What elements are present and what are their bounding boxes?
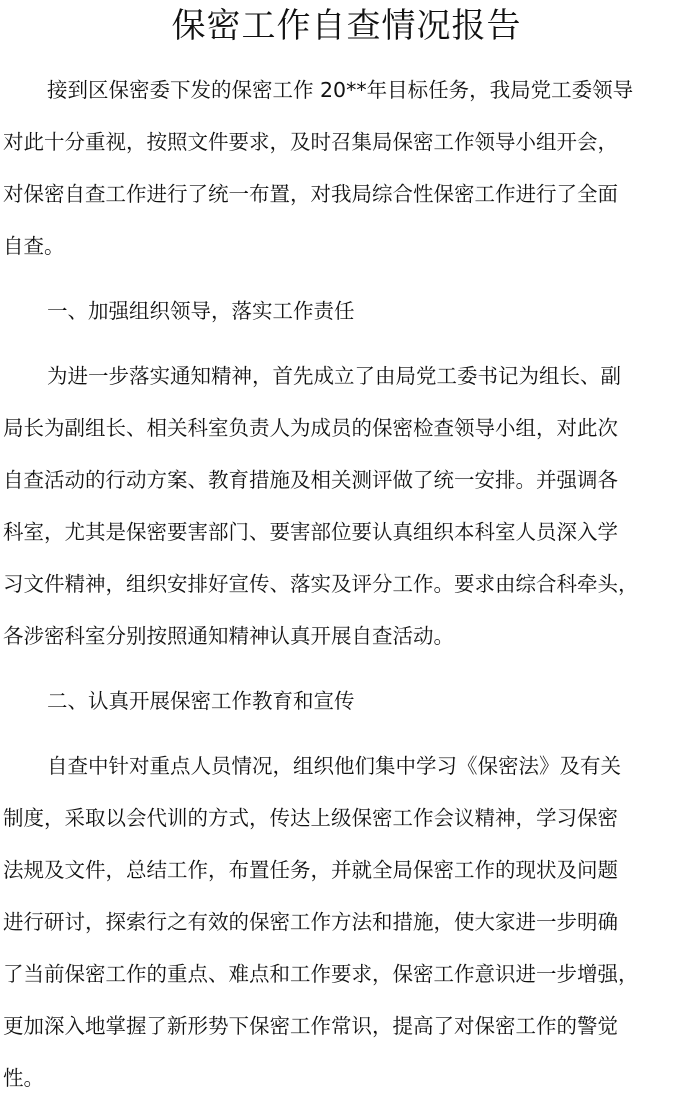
paragraph-1-line-1: 接到区保密委下发的保密工作 20**年目标任务，我局党工委领导 xyxy=(47,78,634,102)
paragraph-2-line-4: 科室，尤其是保密要害部门、要害部位要认真组织本科室人员深入学 xyxy=(3,520,618,544)
paragraph-3-line-5: 了当前保密工作的重点、难点和工作要求，保密工作意识进一步增强， xyxy=(3,962,639,986)
paragraph-2-line-5: 习文件精神，组织安排好宣传、落实及评分工作。要求由综合科牵头， xyxy=(3,572,639,596)
paragraph-3-line-4: 进行研讨，探索行之有效的保密工作方法和措施，使大家进一步明确 xyxy=(3,910,618,934)
paragraph-3-line-1: 自查中针对重点人员情况，组织他们集中学习《保密法》及有关 xyxy=(47,754,621,778)
paragraph-2-line-3: 自查活动的行动方案、教育措施及相关测评做了统一安排。并强调各 xyxy=(3,468,618,492)
paragraph-1-line-4: 自查。 xyxy=(3,234,65,258)
paragraph-3-line-2: 制度，采取以会代训的方式，传达上级保密工作会议精神，学习保密 xyxy=(3,806,618,830)
paragraph-2-line-6: 各涉密科室分别按照通知精神认真开展自查活动。 xyxy=(3,624,454,648)
document-title: 保密工作自查情况报告 xyxy=(171,6,522,46)
paragraph-3-line-7: 性。 xyxy=(3,1066,44,1090)
section-heading-2: 二、认真开展保密工作教育和宣传 xyxy=(47,689,355,713)
paragraph-3-line-3: 法规及文件，总结工作，布置任务，并就全局保密工作的现状及问题 xyxy=(3,858,618,882)
paragraph-2-line-1: 为进一步落实通知精神，首先成立了由局党工委书记为组长、副 xyxy=(47,364,621,388)
paragraph-1-line-3: 对保密自查工作进行了统一布置，对我局综合性保密工作进行了全面 xyxy=(3,182,618,206)
paragraph-2-line-2: 局长为副组长、相关科室负责人为成员的保密检查领导小组，对此次 xyxy=(3,416,618,440)
section-heading-1: 一、加强组织领导，落实工作责任 xyxy=(47,299,355,323)
paragraph-1-line-2: 对此十分重视，按照文件要求，及时召集局保密工作领导小组开会， xyxy=(3,130,618,154)
paragraph-3-line-6: 更加深入地掌握了新形势下保密工作常识，提高了对保密工作的警觉 xyxy=(3,1014,618,1038)
